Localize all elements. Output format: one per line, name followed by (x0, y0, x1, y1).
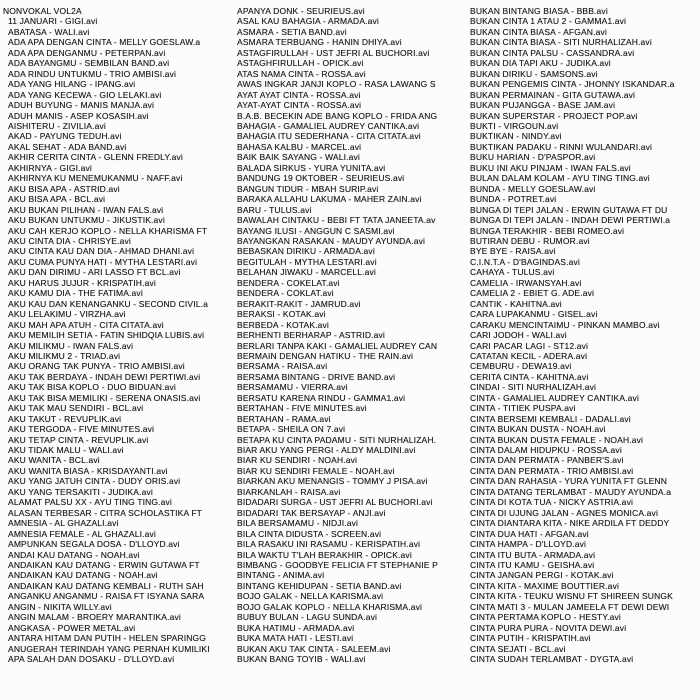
file-item: AKU MILIKMU 2 - TRIAD.avi (8, 350, 121, 361)
file-item: CINTA DUA HATI - AFGAN.avi (470, 528, 589, 539)
file-item: BAYANG ILUSI - ANGGUN C SASMI.avi (237, 225, 395, 236)
file-item: BELAHAN JIWAKU - MARCELL.avi (237, 267, 376, 278)
file-item: BUKAN DIRIKU - SAMSONS.avi (470, 68, 598, 79)
file-item: ADUH MANIS - ASEP KOSASIH.avi (8, 110, 149, 121)
file-item: BANGUN TIDUR - MBAH SURIP.avi (237, 183, 379, 194)
file-item: AKU CUMA PUNYA HATI - MYTHA LESTARI.avi (8, 256, 198, 267)
file-item: BETAPA KU CINTA PADAMU - SITI NURHALIZAH. (237, 434, 437, 445)
file-item: CINTA DI UJUNG JALAN - AGNES MONICA.avi (470, 507, 658, 518)
file-item: AKU WANITA - BCL.avi (8, 455, 100, 466)
file-item: AKU CAH KERJO KOPLO - NELLA KHARISMA FT (8, 225, 208, 236)
file-item: AKU KAMU DIA - THE FATIMA.avi (8, 288, 143, 299)
file-item: AYAT AYAT CINTA - ROSSA.avi (237, 89, 361, 100)
file-item: BIMBANG - GOODBYE FELICIA FT STEPHANIE P (237, 560, 438, 571)
file-item: ASTAGFIRULLAH - UST JEFRI AL BUCHORI.avi (237, 47, 430, 58)
file-item: BERSAMAMU - VIERRA.avi (237, 382, 348, 393)
file-item: CINTA ITU KAMU - GEISHA.avi (470, 560, 595, 571)
file-item: BAHAGIA ITU SEDERHANA - CITA CITATA.avi (237, 131, 421, 142)
file-item: ASMARA TERBUANG - HANIN DHIYA.avi (237, 37, 402, 48)
file-item: BERAKIT-RAKIT - JAMRUD.avi (237, 298, 361, 309)
volume-header: NONVOKAL VOL2A (3, 6, 82, 16)
file-item: ASTAGHFIRULLAH - OPICK.avi (237, 58, 364, 69)
file-item: BERMAIN DENGAN HATIKU - THE RAIN.avi (237, 350, 414, 361)
file-item: BINTANG KEHIDUPAN - SETIA BAND.avi (237, 580, 402, 591)
file-item: BERAKSI - KOTAK.avi (237, 309, 326, 320)
file-item: BYE BYE - RAISA.avi (470, 246, 556, 257)
file-item: BERBEDA - KOTAK.avi (237, 319, 329, 330)
file-item: ASAL KAU BAHAGIA - ARMADA.avi (237, 16, 379, 27)
file-item: CERITA CINTA - KAHITNA.avi (470, 371, 589, 382)
file-item: AKU YANG JATUH CINTA - DUDY ORIS.avi (8, 476, 181, 487)
file-item: BUKU INI AKU PINJAM - IWAN FALS.avi (470, 162, 631, 173)
file-item: BILA CINTA DIDUSTA - SCREEN.avi (237, 528, 382, 539)
file-item: CINTA KITA - TEUKU WISNU FT SHIREEN SUNGK (470, 591, 673, 602)
file-item: AKU BISA APA - BCL.avi (8, 194, 106, 205)
file-item: AKU TETAP CINTA - REVUPLIK.avi (8, 434, 149, 445)
file-item: AMNESIA FEMALE - AL GHAZALI.avi (8, 528, 156, 539)
file-item: ANTARA HITAM DAN PUTIH - HELEN SPARINGG (8, 633, 207, 644)
file-item: AKU MAH APA ATUH - CITA CITATA.avi (8, 319, 164, 330)
file-item: ABATASA - WALI.avi (8, 26, 90, 37)
file-item: BUKAN SUPERSTAR - PROJECT POP.avi (470, 110, 638, 121)
file-item: AKU TIDAK MALU - WALI.avi (8, 445, 124, 456)
file-item: BIAR KU SENDIRI - NOAH.avi (237, 455, 358, 466)
file-item: BUNDA - MELLY GOESLAW.avi (470, 183, 596, 194)
file-item: AKU TAK BISA MEMILIKI - SERENA ONASIS.avi (8, 392, 201, 403)
file-item: BILA RASAKU INI RASAMU - KERISPATIH.avi (237, 539, 421, 550)
file-item: BAHAGIA - GAMALIEL AUDREY CANTIKA.avi (237, 120, 420, 131)
file-item: BERSATU KARENA RINDU - GAMMA1.avi (237, 392, 406, 403)
file-item: ANGIN - NIKITA WILLY.avi (8, 601, 112, 612)
file-item: BARU - TULUS.avi (237, 204, 312, 215)
file-item: BUKAN DIA TAPI AKU - JUDIKA.avi (470, 58, 611, 69)
file-item: BUKAN CINTA 1 ATAU 2 - GAMMA1.avi (470, 16, 627, 27)
file-item: ADA YANG KECEWA - GIO LELAKI.avi (8, 89, 162, 100)
file-item: CINTA HAMPA - D'LLOYD.avi (470, 539, 587, 550)
file-item: BUTIRAN DEBU - RUMOR.avi (470, 235, 590, 246)
file-item: ANDAI KAU DATANG - NOAH.avi (8, 549, 140, 560)
file-item: CINTA DATANG TERLAMBAT - MAUDY AYUNDA.a (470, 486, 672, 497)
file-item: AWAS INGKAR JANJI KOPLO - RASA LAWANG S (237, 79, 436, 90)
file-item: ALASAN TERBESAR - CITRA SCHOLASTIKA FT (8, 507, 203, 518)
file-item: CANTIK - KAHITNA.avi (470, 298, 562, 309)
file-item: BUKTI - VIRGOUN.avi (470, 120, 559, 131)
file-item: BUKTIKAN PADAKU - RINNI WULANDARI.avi (470, 141, 653, 152)
file-item: CINTA MATI 3 - MULAN JAMEELA FT DEWI DEWI (470, 601, 670, 612)
file-column-2 (233, 6, 466, 700)
file-item: C.I.N.T.A - D'BAGINDAS.avi (470, 256, 580, 267)
file-item: BENDERA - COKELAT.avi (237, 277, 340, 288)
file-item: BUKAN AKU TAK CINTA - SALEEM.avi (237, 643, 391, 654)
file-item: BAIK BAIK SAYANG - WALI.avi (237, 152, 360, 163)
file-item: AKU WANITA BIASA - KRISDAYANTI.avi (8, 465, 168, 476)
file-item: CINTA DAN PERMATA - PANBER'S.avi (470, 455, 624, 466)
file-item: ADA RINDU UNTUKMU - TRIO AMBISI.avi (8, 68, 177, 79)
file-item: AKU TAK MAU SENDIRI - BCL.avi (8, 403, 144, 414)
file-item: CINTA PURA PURA - NOVITA DEWI.avi (470, 622, 627, 633)
file-item: AKHIRNYA KU MENEMUKANMU - NAFF.avi (8, 173, 183, 184)
file-item: ADA YANG HILANG - IPANG.avi (8, 79, 136, 90)
file-item: BEGITULAH - MYTHA LESTARI.avi (237, 256, 377, 267)
file-item: AKHIR CERITA CINTA - GLENN FREDLY.avi (8, 152, 183, 163)
file-item: ANGKASA - POWER METAL.avi (8, 622, 136, 633)
file-item: CAMELIA - IRWANSYAH.avi (470, 277, 582, 288)
file-item: AKU YANG TERSAKITI - JUDIKA.avi (8, 486, 153, 497)
file-item: BIAR KU SENDIRI FEMALE - NOAH.avi (237, 465, 395, 476)
file-item: CINTA DIANTARA KITA - NIKE ARDILA FT DEDDY (470, 518, 670, 529)
file-item: APA SALAH DAN DOSAKU - D'LLOYD.avi (8, 654, 175, 665)
file-item: CINTA PUTIH - KRISPATIH.avi (470, 633, 591, 644)
file-item: BILA WAKTU T'LAH BERAKHIR - OPICK.avi (237, 549, 412, 560)
file-item: AKU BUKAN PILIHAN - IWAN FALS.avi (8, 204, 164, 215)
file-item: ADUH BUYUNG - MANIS MANJA.avi (8, 100, 155, 111)
file-item: ANDAIKAN KAU DATANG - ERWIN GUTAWA FT (8, 560, 200, 571)
file-item: ADA APA DENGAN CINTA - MELLY GOESLAW.a (8, 37, 201, 48)
file-list-2 (237, 6, 466, 665)
file-item: ASMARA - SETIA BAND.avi (237, 26, 347, 37)
file-item: AKHIRNYA - GIGI.avi (8, 162, 92, 173)
file-item: BUKA HATIMU - ARMADA.avi (237, 622, 355, 633)
file-item: AKU TAK BERDAYA - INDAH DEWI PERTIWI.avi (8, 371, 201, 382)
file-item: AKU KAU DAN KENANGANKU - SECOND CIVIL.a (8, 298, 208, 309)
file-item: AKU LELAKIMU - VIRZHA.avi (8, 309, 126, 320)
file-item: CINTA KITA - MAXIME BOUTTIER.avi (470, 580, 620, 591)
file-item: AMPUNKAN SEGALA DOSA - D'LLOYD.avi (8, 539, 180, 550)
file-item: AKU BUKAN UNTUKMU - JIKUSTIK.avi (8, 215, 165, 226)
file-item: CINTA DALAM HIDUPKU - ROSSA.avi (470, 445, 622, 456)
file-item: BERTAHAN - RAMA.avi (237, 413, 331, 424)
file-item: CARA LUPAKANMU - GISEL.avi (470, 309, 598, 320)
file-column-3 (466, 6, 699, 700)
file-item: BIDADARI TAK BERSAYAP - ANJI.avi (237, 507, 386, 518)
file-item: CINTA - TITIEK PUSPA.avi (470, 403, 576, 414)
file-item: BUKAN PENGEMIS CINTA - JHONNY ISKANDAR.a (470, 79, 675, 90)
file-item: AKU MEMILIH SETIA - FATIN SHIDQIA LUBIS.avi (8, 330, 205, 341)
file-item: CATATAN KECIL - ADERA.avi (470, 350, 588, 361)
file-item: CAHAYA - TULUS.avi (470, 267, 555, 278)
file-item: AKU BISA APA - ASTRID.avi (8, 183, 120, 194)
file-item: BETAPA - SHEILA ON 7.avi (237, 424, 346, 435)
file-item: CINTA SEJATI - BCL.avi (470, 643, 566, 654)
file-item: CINTA ITU BUTA - ARMADA.avi (470, 549, 596, 560)
file-item: CINTA DAN RAHASIA - YURA YUNITA FT GLENN (470, 476, 667, 487)
file-item: BUKTIKAN - NINDY.avi (470, 131, 562, 142)
file-item: ANDAIKAN KAU DATANG - NOAH.avi (8, 570, 158, 581)
file-item: CINTA SUDAH TERLAMBAT - DYGTA.avi (470, 654, 634, 665)
file-item: BIAR AKU YANG PERGI - ALDY MALDINI.avi (237, 445, 416, 456)
file-item: CINTA - GAMALIEL AUDREY CANTIKA.avi (470, 392, 639, 403)
file-item: BANDUNG 19 OKTOBER - SEURIEUS.avi (237, 173, 405, 184)
file-item: AKU TAK BISA KOPLO - DUO BIDUAN.avi (8, 382, 176, 393)
file-item: BUKU HARIAN - D'PASPOR.avi (470, 152, 596, 163)
file-item: BOJO GALAK - NELLA KARISMA.avi (237, 591, 384, 602)
file-item: BALADA SIRKUS - YURA YUNITA.avi (237, 162, 386, 173)
file-item: AKU CINTA KAU DAN DIA - AHMAD DHANI.avi (8, 246, 195, 257)
file-item: BUKAN CINTA PALSU - CASSANDRA.avi (470, 47, 635, 58)
file-item: ADA APA DENGANMU - PETERPAN.avi (8, 47, 166, 58)
file-item: BUBUY BULAN - LAGU SUNDA.avi (237, 612, 378, 623)
file-item: CINTA BERSEMI KEMBALI - DADALI.avi (470, 413, 631, 424)
file-list-1 (3, 16, 233, 664)
file-item: CINTA DAN PERMATA - TRIO AMBISI.avi (470, 465, 634, 476)
file-item: AKU ORANG TAK PUNYA - TRIO AMBISI.avi (8, 361, 185, 372)
file-item: ALAMAT PALSU XX - AYU TING TING.avi (8, 497, 172, 508)
file-item: AKAD - PAYUNG TEDUH.avi (8, 131, 122, 142)
file-item: BERLARI TANPA KAKI - GAMALIEL AUDREY CAN (237, 340, 438, 351)
file-item: BUNGA TERAKHIR - BEBI ROMEO.avi (470, 225, 625, 236)
file-item: BUNGA DI TEPI JALAN - INDAH DEWI PERTIWI.a (470, 215, 671, 226)
file-item: BAYANGKAN RASAKAN - MAUDY AYUNDA.avi (237, 235, 426, 246)
file-item: BUKA MATA HATI - LESTI.avi (237, 633, 354, 644)
file-item: CINDAI - SITI NURHALIZAH.avi (470, 382, 597, 393)
file-item: BAWALAH CINTAKU - BEBI FT TATA JANEETA.av (237, 215, 436, 226)
file-item: BENDERA - COKLAT.avi (237, 288, 334, 299)
file-item: AKU CINTA DIA - CHRISYE.avi (8, 235, 131, 246)
file-list-3 (470, 6, 699, 665)
file-item: BUKAN BANG TOYIB - WALI.avi (237, 654, 366, 665)
file-item: BULAN DALAM KOLAM - AYU TING TING.avi (470, 173, 650, 184)
file-item: BUKAN PERMAINAN - GITA GUTAWA.avi (470, 89, 636, 100)
file-item: CEMBURU - DEWA19.avi (470, 361, 572, 372)
file-item: AKAL SEHAT - ADA BAND.avi (8, 141, 127, 152)
file-item: CINTA JANGAN PERGI - KOTAK.avi (470, 570, 614, 581)
file-item: BUNGA DI TEPI JALAN - ERWIN GUTAWA FT DU (470, 204, 668, 215)
file-item: ATAS NAMA CINTA - ROSSA.avi (237, 68, 366, 79)
file-item: BIARKAN AKU MENANGIS - TOMMY J PISA.avi (237, 476, 428, 487)
file-item: AKU MILIKMU - IWAN FALS.avi (8, 340, 134, 351)
file-item: ANDAIKAN KAU DATANG KEMBALI - RUTH SAH (8, 580, 204, 591)
file-item: APANYA DONK - SEURIEUS.avi (237, 6, 365, 16)
file-item: BEBASKAN DIRIKU - ARMADA.avi (237, 246, 375, 257)
file-item: BERSAMA - RAISA.avi (237, 361, 328, 372)
file-item: BILA BERSAMAMU - NIDJI.avi (237, 518, 359, 529)
file-item: 11 JANUARI - GIGI.avi (8, 16, 98, 27)
file-item: BERTAHAN - FIVE MINUTES.avi (237, 403, 367, 414)
file-item: CINTA BUKAN DUSTA FEMALE - NOAH.avi (470, 434, 644, 445)
file-item: CARAKU MENCINTAIMU - PINKAN MAMBO.avi (470, 319, 660, 330)
file-item: BARAKA ALLAHU LAKUMA - MAHER ZAIN.avi (237, 194, 422, 205)
file-item: BINTANG - ANIMA.avi (237, 570, 325, 581)
file-item: BERHENTI BERHARAP - ASTRID.avi (237, 330, 385, 341)
file-item: B.A.B. BECEKIN ADE BANG KOPLO - FRIDA ANG (237, 110, 438, 121)
file-item: BAHASA KALBU - MARCEL.avi (237, 141, 362, 152)
file-item: ANUGERAH TERINDAH YANG PERNAH KUMILIKI (8, 643, 210, 654)
file-item: CARI JODOH - WALI.avi (470, 330, 567, 341)
file-item: BUNDA - POTRET.avi (470, 194, 557, 205)
file-item: BERSAMA BINTANG - DRIVE BAND.avi (237, 371, 396, 382)
file-item: CINTA PERTAMA KOPLO - HESTY.avi (470, 612, 621, 623)
file-item: CAMELIA 2 - EBIET G. ADE.avi (470, 288, 595, 299)
file-item: ANGANKU ANGANMU - RAISA FT ISYANA SARA (8, 591, 205, 602)
file-item: AKU DAN DIRIMU - ARI LASSO FT BCL.avi (8, 267, 181, 278)
file-column-1 (0, 6, 233, 700)
file-item: AISHITERU - ZIVILIA.avi (8, 120, 106, 131)
file-item: BUKAN CINTA BIASA - AFGAN.avi (470, 26, 607, 37)
file-item: BUKAN BINTANG BIASA - BBB.avi (470, 6, 608, 16)
file-item: ADA BAYANGMU - SEMBILAN BAND.avi (8, 58, 170, 69)
file-item: ANGIN MALAM - BROERY MARANTIKA.avi (8, 612, 181, 623)
file-item: AKU TERGODA - FIVE MINUTES.avi (8, 424, 155, 435)
file-item: CINTA DI KOTA TUA - NICKY ASTRIA.avi (470, 497, 634, 508)
file-item: BIARKANLAH - RAISA.avi (237, 486, 341, 497)
file-item: BUKAN PUJANGGA - BASE JAM.avi (470, 100, 616, 111)
file-item: BOJO GALAK KOPLO - NELLA KHARISMA.avi (237, 601, 423, 612)
file-item: AKU HARUS JUJUR - KRISPATIH.avi (8, 277, 156, 288)
file-item: CINTA BUKAN DUSTA - NOAH.avi (470, 424, 606, 435)
file-item: BIDADARI SURGA - UST JEFRI AL BUCHORI.avi (237, 497, 433, 508)
file-item: CARI PACAR LAGI - ST12.avi (470, 340, 589, 351)
file-item: BUKAN CINTA BIASA - SITI NURHALIZAH.avi (470, 37, 652, 48)
file-item: AMNESIA - AL GHAZALI.avi (8, 518, 119, 529)
file-item: AKU TAKUT - REVUPLIK.avi (8, 413, 122, 424)
file-item: AYAT-AYAT CINTA - ROSSA.avi (237, 100, 362, 111)
